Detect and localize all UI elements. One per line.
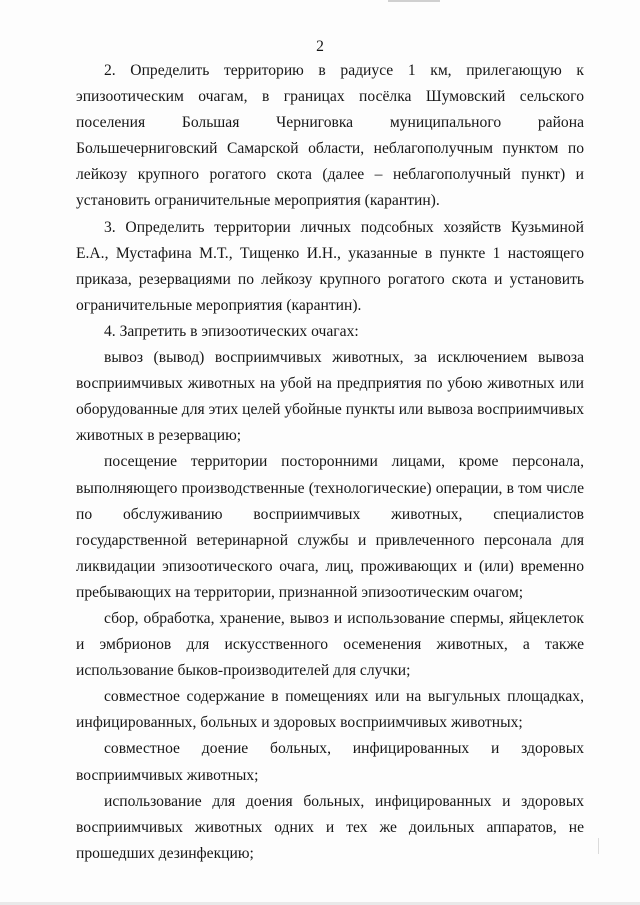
paragraph-item-4-heading: 4. Запретить в эпизоотических очагах: [104,322,359,340]
prohibition-insemination: сбор, обработка, хранение, вывоз и использование спермы, яйцеклеток и эмбрионов для искусственного осеменения животных, а также использование быков-производителей для случки; [76,609,584,680]
scan-artifact-top [388,0,440,2]
scan-artifact-right [598,838,599,854]
prohibition-joint-milking: совместное доение больных, инфицированных и здоровых восприимчивых животных; [76,740,584,784]
prohibition-joint-housing: совместное содержание в помещениях или на выгульных площадках, инфицированных, больных и здоровых восприимчивых животных; [76,688,584,732]
page-number: 2 [316,38,324,55]
prohibition-visitors: посещение территории посторонними лицами, кроме персонала, выполняющего производственные (технологические) операции, в том числе по обслуживанию восприимчивых животных, специалистов государственной ветеринарной службы и привлеченного персонала для ликвидации эпизоотического очага, лиц, проживающих и (или) временно пребывающих на территории, признанной эпизоотическим очагом; [76,453,584,601]
prohibition-shared-equipment: использование для доения больных, инфицированных и здоровых восприимчивых животных одних и тех же доильных аппаратов, не прошедших дезинфекцию; [76,792,584,862]
paragraph-item-2: 2. Определить территорию в радиусе 1 км, прилегающую к эпизоотическим очагам, в границах посёлка Шумовский сельского поселения Большая Черниговка муниципального района Большечерниговский Самарской области, неблагополучным пунктом по лейкозу крупного рогатого скота (далее – неблагополучный пункт) и установить ограничительные мероприятия (карантин). [76,62,584,210]
paragraph-item-3: 3. Определить территории личных подсобных хозяйств Кузьминой Е.А., Мустафина М.Т., Тищенко И.Н., указанные в пункте 1 настоящего приказа, резервациями по лейкозу крупного рогатого скота и установить ограничительные мероприятия (карантин). [76,218,584,314]
prohibition-animal-export: вывоз (вывод) восприимчивых животных, за исключением вывоза восприимчивых животных на убой на предприятия по убою животных или оборудованные для этих целей убойные пункты или вывоза восприимчивых животных в резервацию; [76,349,584,445]
document-body [76,58,584,867]
